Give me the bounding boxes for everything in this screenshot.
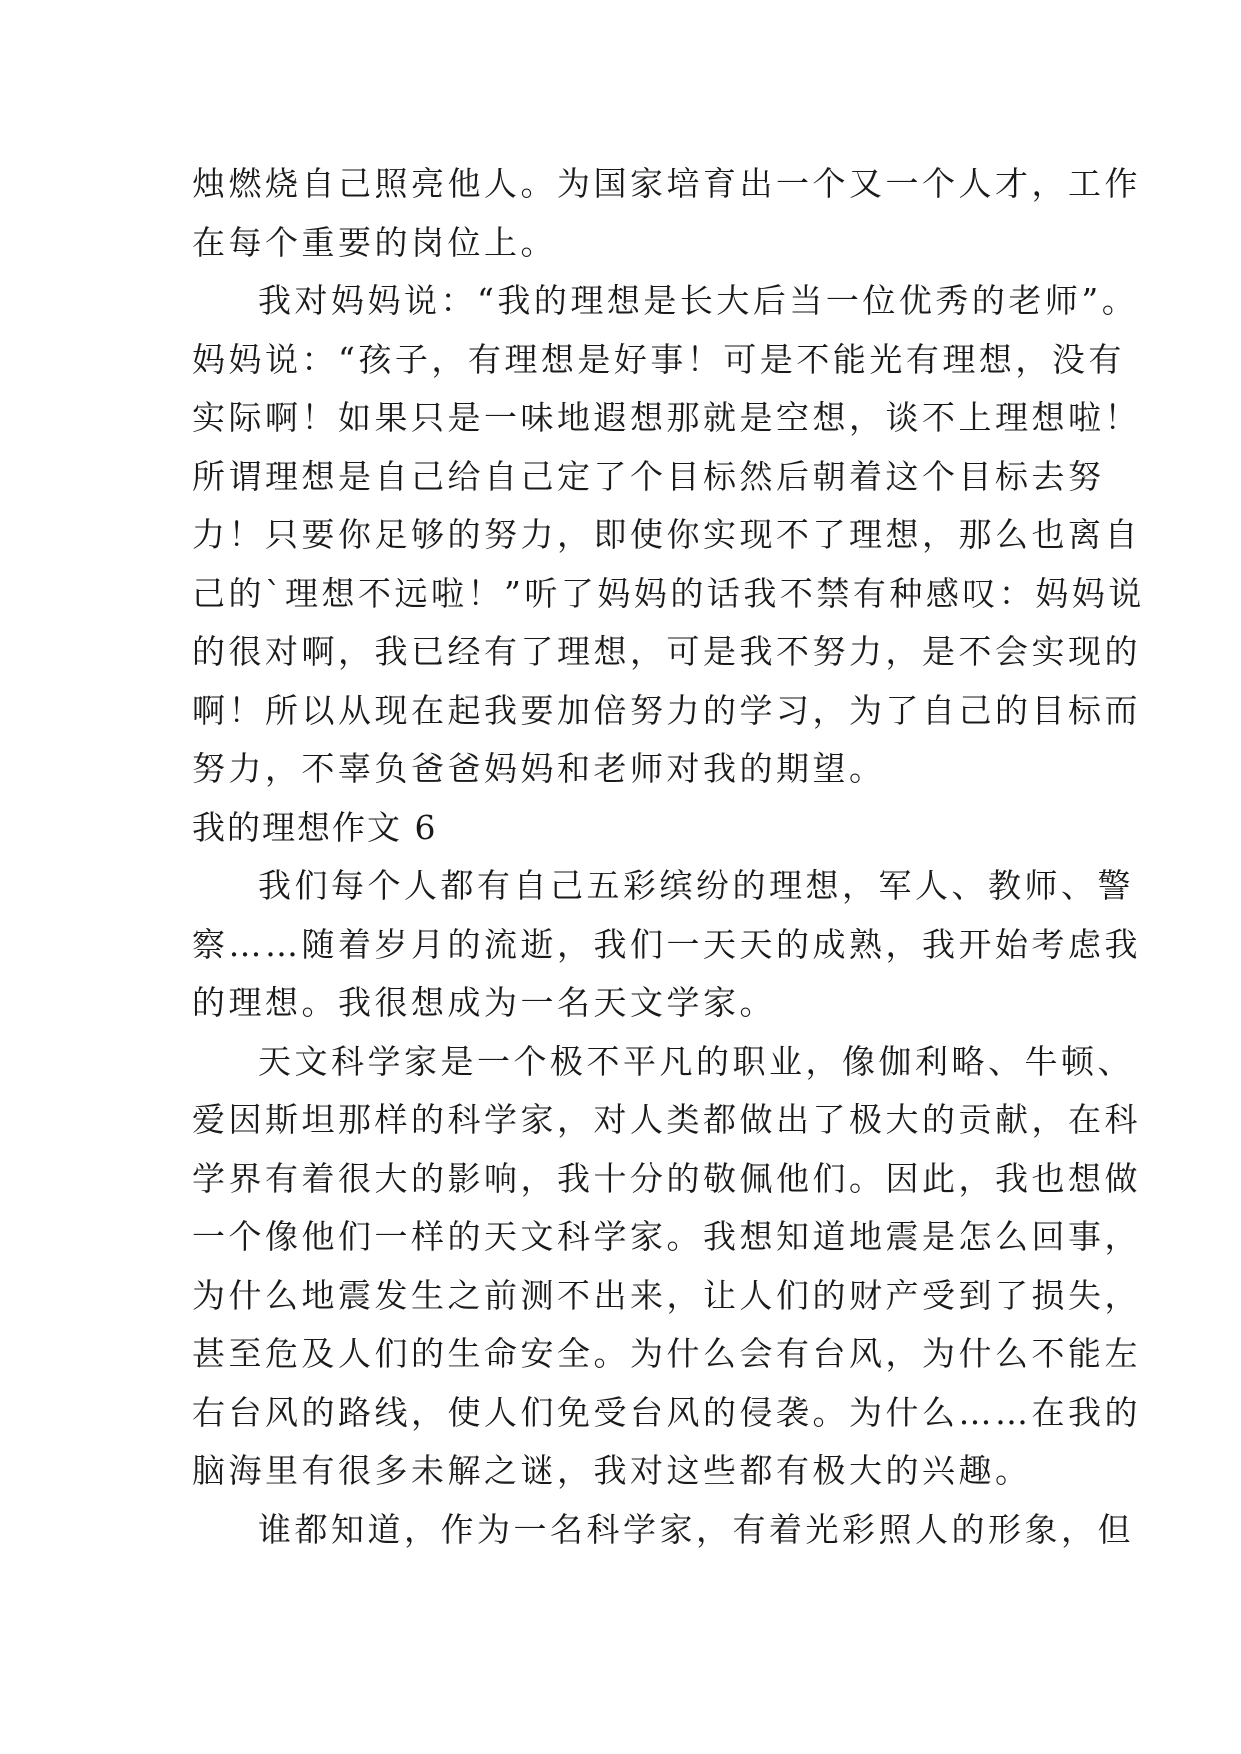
text-line: 实际啊！如果只是一味地遐想那就是空想，谈不上理想啦！ [192,398,1141,437]
text-line: 察……随着岁月的流逝，我们一天天的成熟，我开始考虑我 [192,924,1141,964]
text-line: 爱因斯坦那样的科学家，对人类都做出了极大的贡献，在科 [192,1100,1141,1139]
document-body [192,155,1145,1559]
text-line: 妈妈说：“孩子，有理想是好事！可是不能光有理想，没有 [192,339,1125,379]
paragraph-start-line: 我对妈妈说：“我的理想是长大后当一位优秀的老师”。 [258,281,1139,320]
paragraph-start-line: 天文科学家是一个极不平凡的职业，像伽利略、牛顿、 [258,1041,1134,1081]
text-line: 一个像他们一样的天文科学家。我想知道地震是怎么回事， [192,1217,1141,1256]
text-line: 脑海里有很多未解之谜，我对这些都有极大的兴趣。 [192,1451,1032,1490]
text-line: 啊！所以从现在起我要加倍努力的学习，为了自己的目标而 [192,690,1141,730]
text-line: 的理想。我很想成为一名天文学家。 [192,983,776,1022]
text-line: 的很对啊，我已经有了理想，可是我不努力，是不会实现的 [192,632,1141,671]
text-line: 在每个重要的岗位上。 [192,222,557,262]
paragraph-start-line: 我们每个人都有自己五彩缤纷的理想，军人、教师、警 [258,866,1134,905]
text-line: 烛燃烧自己照亮他人。为国家培育出一个又一个人才，工作 [192,164,1141,203]
text-line: 为什么地震发生之前测不出来，让人们的财产受到了损失， [192,1275,1141,1315]
text-line: 力！只要你足够的努力，即使你实现不了理想，那么也离自 [192,515,1141,554]
text-line: 学界有着很大的影响，我十分的敬佩他们。因此，我也想做 [192,1158,1141,1198]
paragraph-start-line: 谁都知道，作为一名科学家，有着光彩照人的形象，但 [258,1509,1134,1549]
section-heading: 我的理想作文 6 [192,807,438,847]
text-line: 右台风的路线，使人们免受台风的侵袭。为什么……在我的 [192,1392,1141,1432]
text-line: 所谓理想是自己给自己定了个目标然后朝着这个目标去努 [192,456,1105,496]
text-line: 甚至危及人们的生命安全。为什么会有台风，为什么不能左 [192,1334,1141,1373]
text-line: 己的`理想不远啦！”听了妈妈的话我不禁有种感叹：妈妈说 [192,573,1145,613]
text-line: 努力，不辜负爸爸妈妈和老师对我的期望。 [192,749,886,788]
